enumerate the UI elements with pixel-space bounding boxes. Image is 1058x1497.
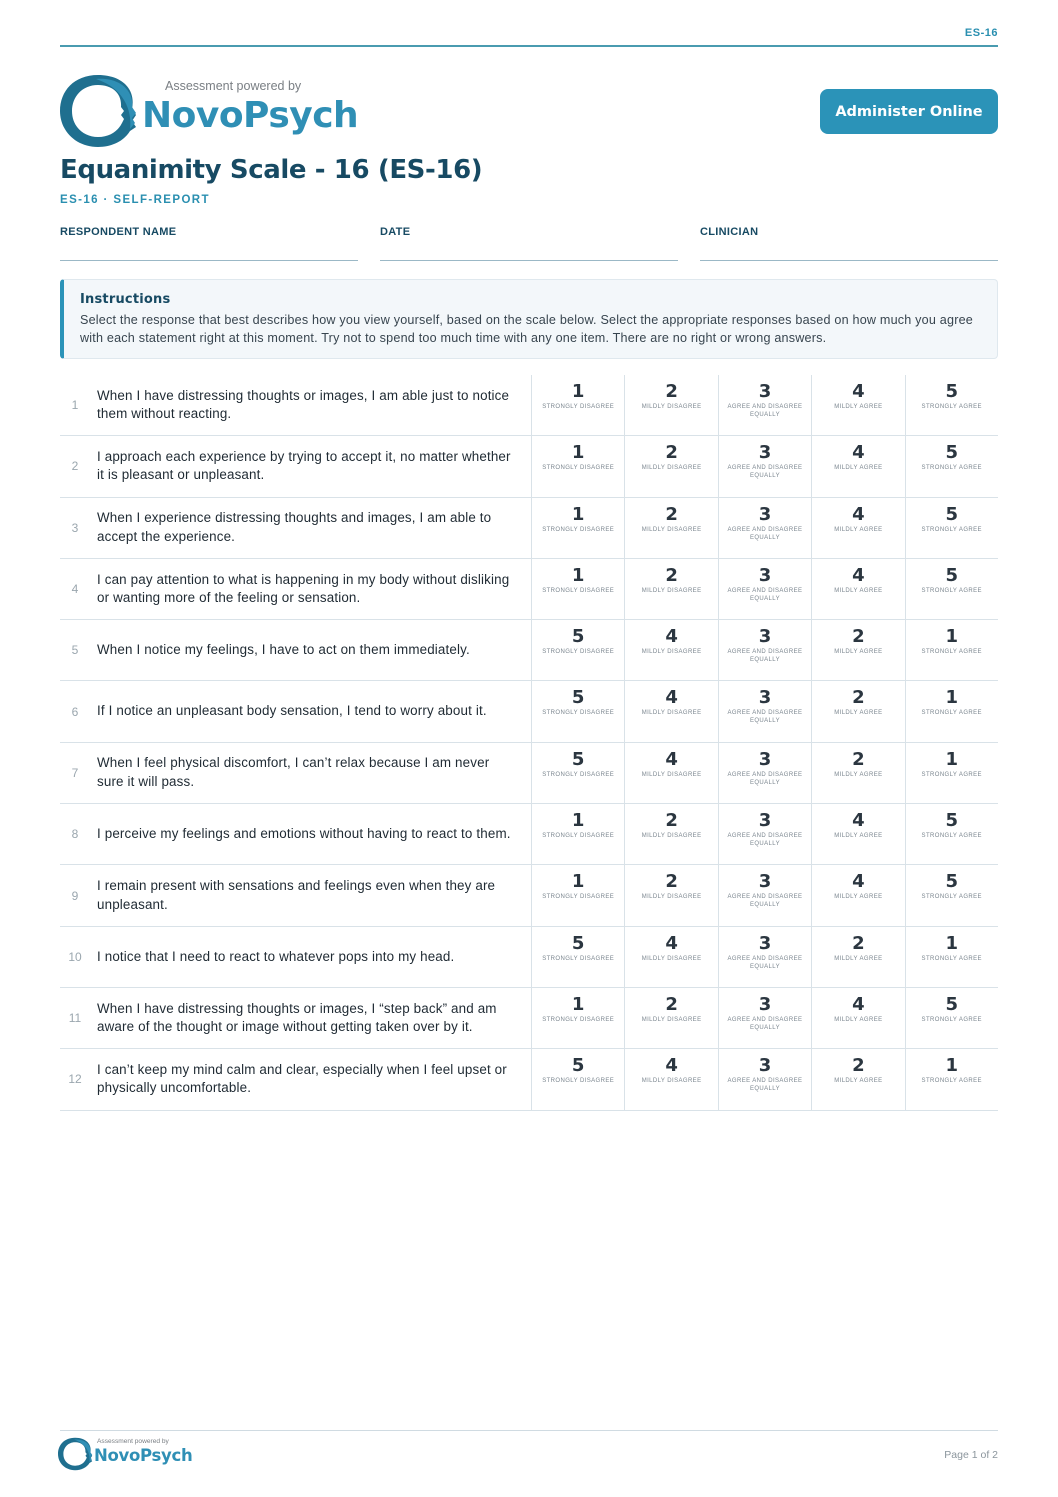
- response-option[interactable]: [905, 927, 998, 987]
- option-value: 5: [571, 748, 585, 770]
- option-label: STRONGLY AGREE: [921, 710, 982, 717]
- option-value: 5: [571, 1055, 585, 1077]
- response-option[interactable]: [718, 436, 811, 496]
- response-option[interactable]: [718, 1049, 811, 1109]
- response-option[interactable]: [811, 559, 904, 619]
- option-value: 2: [665, 810, 678, 832]
- option-value: 2: [852, 687, 865, 709]
- response-option[interactable]: [718, 620, 811, 680]
- option-label: MILDLY AGREE: [834, 649, 883, 656]
- item-question: When I have distressing thoughts or images, I am able just to notice them without reacting.: [97, 387, 510, 422]
- item-number: 3: [71, 520, 79, 535]
- response-options: [531, 498, 998, 558]
- item-number: 12: [68, 1072, 82, 1087]
- option-value: 1: [945, 626, 959, 648]
- response-option[interactable]: [718, 804, 811, 864]
- date-field[interactable]: [380, 226, 678, 261]
- item-row: [60, 559, 998, 620]
- item-row: [60, 804, 998, 865]
- item-row: [60, 620, 998, 681]
- response-option[interactable]: [531, 436, 624, 496]
- response-option[interactable]: [905, 559, 998, 619]
- option-label: STRONGLY DISAGREE: [542, 404, 615, 410]
- option-value: 5: [945, 810, 959, 832]
- option-value: 4: [665, 1055, 678, 1077]
- option-label: MILDLY AGREE: [834, 710, 883, 717]
- option-value: 1: [945, 687, 959, 709]
- option-value: 2: [665, 993, 678, 1015]
- option-value: 4: [852, 503, 865, 525]
- item-number: 4: [71, 582, 79, 597]
- option-value: 2: [852, 1055, 865, 1077]
- item-number: 6: [71, 704, 79, 719]
- response-option[interactable]: [718, 498, 811, 558]
- option-label: STRONGLY AGREE: [921, 587, 982, 594]
- option-label: MILDLY AGREE: [834, 526, 883, 533]
- item-row: [60, 681, 998, 742]
- option-value: 5: [571, 687, 585, 709]
- item-number: 11: [68, 1011, 82, 1026]
- page-subtitle: ES-16 · SELF-REPORT: [60, 194, 210, 206]
- option-label: STRONGLY AGREE: [921, 771, 982, 778]
- clinician-label: CLINICIAN: [700, 226, 759, 238]
- option-value: 3: [758, 810, 772, 832]
- footer-logo: [58, 1436, 193, 1472]
- option-label: STRONGLY DISAGREE: [542, 833, 615, 840]
- option-label: AGREE AND DISAGREE EQUALLY: [727, 649, 803, 664]
- response-option[interactable]: [624, 559, 717, 619]
- option-label: AGREE AND DISAGREE EQUALLY: [727, 465, 803, 480]
- response-option[interactable]: [531, 498, 624, 558]
- response-option[interactable]: [905, 498, 998, 558]
- response-option[interactable]: [905, 375, 998, 435]
- option-value: 5: [571, 626, 585, 648]
- response-option[interactable]: [531, 375, 624, 435]
- option-label: STRONGLY AGREE: [921, 526, 982, 533]
- response-option[interactable]: [905, 743, 998, 803]
- item-question: When I have distressing thoughts or images, I “step back” and am aware of the thought or image without getting taken over by it.: [97, 1000, 497, 1035]
- response-options: [531, 927, 998, 987]
- option-label: AGREE AND DISAGREE EQUALLY: [727, 404, 803, 418]
- item-question: When I experience distressing thoughts and images, I am able to accept the experience.: [97, 510, 492, 544]
- item-number: 2: [71, 459, 79, 474]
- response-option[interactable]: [624, 804, 717, 864]
- option-label: STRONGLY DISAGREE: [542, 894, 615, 901]
- option-label: MILDLY AGREE: [834, 955, 883, 962]
- option-label: STRONGLY AGREE: [921, 1016, 982, 1023]
- option-label: MILDLY DISAGREE: [641, 771, 702, 778]
- option-value: 5: [945, 871, 959, 893]
- option-label: MILDLY DISAGREE: [641, 587, 702, 594]
- option-value: 5: [945, 442, 959, 464]
- option-label: MILDLY DISAGREE: [641, 465, 702, 472]
- respondent-name-label: RESPONDENT NAME: [60, 226, 177, 238]
- response-option[interactable]: [624, 1049, 717, 1109]
- response-option[interactable]: [811, 1049, 904, 1109]
- option-label: STRONGLY AGREE: [921, 465, 982, 472]
- option-label: MILDLY DISAGREE: [641, 649, 702, 656]
- option-label: STRONGLY DISAGREE: [542, 526, 615, 533]
- response-option[interactable]: [624, 681, 717, 741]
- response-option[interactable]: [531, 681, 624, 741]
- instructions-heading: Instructions: [80, 292, 171, 307]
- option-value: 4: [852, 810, 865, 832]
- option-label: MILDLY AGREE: [834, 465, 883, 472]
- option-label: STRONGLY DISAGREE: [542, 771, 615, 778]
- logo-powered-text: Assessment powered by: [165, 79, 302, 93]
- response-option[interactable]: [905, 1049, 998, 1109]
- item-question: I notice that I need to react to whatever pops into my head.: [97, 948, 455, 964]
- option-label: AGREE AND DISAGREE EQUALLY: [727, 1078, 803, 1093]
- option-value: 2: [665, 442, 678, 464]
- option-label: MILDLY DISAGREE: [641, 526, 702, 533]
- response-option[interactable]: [624, 620, 717, 680]
- option-value: 5: [945, 503, 959, 525]
- head-logo-icon: [60, 73, 140, 149]
- option-label: MILDLY AGREE: [834, 833, 883, 840]
- response-option[interactable]: [811, 620, 904, 680]
- response-option[interactable]: [905, 804, 998, 864]
- option-label: STRONGLY DISAGREE: [542, 649, 615, 656]
- response-options: [531, 743, 998, 803]
- response-option[interactable]: [811, 927, 904, 987]
- option-label: STRONGLY DISAGREE: [542, 955, 615, 962]
- option-label: MILDLY AGREE: [834, 1078, 883, 1085]
- response-option[interactable]: [811, 375, 904, 435]
- response-option[interactable]: [811, 865, 904, 925]
- option-value: 5: [945, 564, 959, 586]
- option-label: STRONGLY DISAGREE: [542, 587, 615, 594]
- administer-online-button[interactable]: Administer Online: [820, 89, 998, 134]
- response-option[interactable]: [718, 559, 811, 619]
- option-value: 4: [665, 932, 678, 954]
- option-value: 1: [571, 381, 585, 402]
- response-option[interactable]: [905, 988, 998, 1048]
- item-row: [60, 927, 998, 988]
- response-option[interactable]: [905, 865, 998, 925]
- option-value: 4: [852, 381, 865, 402]
- option-value: 2: [665, 503, 678, 525]
- item-number: 7: [71, 765, 79, 780]
- response-option[interactable]: [718, 865, 811, 925]
- option-label: AGREE AND DISAGREE EQUALLY: [727, 894, 803, 909]
- item-number: 9: [71, 888, 79, 903]
- response-option[interactable]: [531, 927, 624, 987]
- option-value: 2: [665, 871, 678, 893]
- option-label: AGREE AND DISAGREE EQUALLY: [727, 587, 803, 602]
- clinician-line: [700, 260, 998, 261]
- item-question: I remain present with sensations and feelings even when they are unpleasant.: [97, 878, 496, 912]
- option-value: 1: [571, 871, 585, 893]
- option-value: 4: [665, 687, 678, 709]
- response-options: [531, 988, 998, 1048]
- option-label: MILDLY AGREE: [834, 404, 883, 410]
- option-label: STRONGLY AGREE: [921, 649, 982, 656]
- item-number: 1: [71, 398, 79, 413]
- option-value: 2: [852, 748, 865, 770]
- footer-rule: [60, 1430, 998, 1431]
- respondent-name-field[interactable]: [60, 226, 358, 261]
- option-label: MILDLY DISAGREE: [641, 710, 702, 717]
- option-value: 3: [758, 687, 772, 709]
- option-label: STRONGLY AGREE: [921, 1078, 982, 1085]
- item-row: [60, 865, 998, 926]
- option-value: 5: [571, 932, 585, 954]
- footer-brand-text: NovoPsych: [94, 1446, 193, 1465]
- response-option[interactable]: [811, 681, 904, 741]
- option-value: 4: [665, 748, 678, 770]
- page-number: Page 1 of 2: [944, 1449, 998, 1461]
- response-option[interactable]: [811, 804, 904, 864]
- option-value: 3: [758, 993, 772, 1015]
- response-option[interactable]: [718, 743, 811, 803]
- option-value: 2: [852, 626, 865, 648]
- option-label: MILDLY DISAGREE: [641, 955, 702, 962]
- response-option[interactable]: [624, 498, 717, 558]
- instructions-box: [60, 279, 998, 359]
- option-value: 2: [665, 381, 678, 402]
- option-value: 3: [758, 503, 772, 525]
- page-title: Equanimity Scale - 16 (ES-16): [60, 155, 483, 185]
- option-value: 3: [758, 564, 772, 586]
- option-label: AGREE AND DISAGREE EQUALLY: [727, 955, 803, 970]
- response-option[interactable]: [811, 988, 904, 1048]
- option-label: STRONGLY AGREE: [921, 894, 982, 901]
- option-label: STRONGLY DISAGREE: [542, 1078, 615, 1085]
- option-value: 1: [945, 932, 959, 954]
- option-label: MILDLY DISAGREE: [641, 1078, 702, 1085]
- option-label: STRONGLY DISAGREE: [542, 710, 615, 717]
- option-value: 5: [945, 381, 959, 402]
- clinician-field[interactable]: [700, 226, 998, 261]
- form-code: ES-16: [964, 27, 998, 39]
- option-value: 4: [665, 626, 678, 648]
- response-options: [531, 620, 998, 680]
- option-value: 3: [758, 932, 772, 954]
- option-value: 1: [571, 503, 585, 525]
- option-label: AGREE AND DISAGREE EQUALLY: [727, 833, 803, 848]
- option-label: MILDLY DISAGREE: [641, 894, 702, 901]
- option-label: MILDLY AGREE: [834, 587, 883, 594]
- response-option[interactable]: [624, 375, 717, 435]
- option-label: STRONGLY AGREE: [921, 404, 982, 410]
- item-row: [60, 436, 998, 497]
- option-label: AGREE AND DISAGREE EQUALLY: [727, 710, 803, 725]
- option-label: STRONGLY DISAGREE: [542, 465, 615, 472]
- response-option[interactable]: [624, 927, 717, 987]
- option-value: 4: [852, 871, 865, 893]
- response-options: [531, 681, 998, 741]
- option-label: AGREE AND DISAGREE EQUALLY: [727, 771, 803, 786]
- option-label: MILDLY DISAGREE: [641, 833, 702, 840]
- header-rule: [60, 45, 998, 47]
- option-value: 2: [852, 932, 865, 954]
- response-options: [531, 559, 998, 619]
- item-question: I can’t keep my mind calm and clear, especially when I feel upset or physically uncomfortable.: [97, 1061, 507, 1096]
- footer-powered-text: Assessment powered by: [97, 1438, 169, 1445]
- item-question: I can pay attention to what is happening in my body without disliking or wanting more of the feeling or sensation.: [97, 571, 510, 606]
- item-row: [60, 498, 998, 559]
- response-options: [531, 1049, 998, 1109]
- option-label: AGREE AND DISAGREE EQUALLY: [727, 526, 803, 541]
- response-options: [531, 865, 998, 925]
- option-label: MILDLY DISAGREE: [641, 1016, 702, 1023]
- option-value: 3: [758, 748, 772, 770]
- response-option[interactable]: [905, 436, 998, 496]
- option-value: 1: [571, 564, 585, 586]
- option-value: 1: [945, 1055, 959, 1077]
- option-value: 3: [758, 1055, 772, 1077]
- respondent-name-line: [60, 260, 358, 261]
- date-label: DATE: [380, 226, 411, 238]
- instructions-body: Select the response that best describes how you view yourself, based on the scale below. Select the appropriate responses based on how much you agree with each statement right at this moment. Try not to spend too much time with any one item. There are no right or wrong answers.: [80, 313, 973, 345]
- response-option[interactable]: [531, 988, 624, 1048]
- item-row: [60, 1049, 998, 1110]
- footer-head-logo-icon: [58, 1436, 94, 1472]
- response-option[interactable]: [531, 559, 624, 619]
- option-value: 3: [758, 381, 772, 402]
- response-option[interactable]: [811, 436, 904, 496]
- item-number: 5: [71, 643, 79, 658]
- option-label: STRONGLY AGREE: [921, 833, 982, 840]
- response-options: [531, 436, 998, 496]
- option-value: 4: [852, 993, 865, 1015]
- response-option[interactable]: [905, 681, 998, 741]
- item-number: 10: [68, 949, 82, 964]
- item-question: When I feel physical discomfort, I can’t relax because I am never sure it will pass.: [97, 755, 490, 789]
- option-label: STRONGLY AGREE: [921, 955, 982, 962]
- option-value: 1: [571, 810, 585, 832]
- option-value: 5: [945, 993, 959, 1015]
- response-option[interactable]: [811, 743, 904, 803]
- item-row: [60, 375, 998, 436]
- response-options: [531, 375, 998, 435]
- response-option[interactable]: [624, 988, 717, 1048]
- option-label: STRONGLY DISAGREE: [542, 1016, 615, 1023]
- option-label: AGREE AND DISAGREE EQUALLY: [727, 1016, 803, 1031]
- option-value: 1: [571, 442, 585, 464]
- item-question: When I notice my feelings, I have to act on them immediately.: [97, 642, 470, 658]
- option-label: MILDLY AGREE: [834, 894, 883, 901]
- date-line: [380, 260, 678, 261]
- option-value: 4: [852, 564, 865, 586]
- response-option[interactable]: [624, 865, 717, 925]
- option-value: 3: [758, 871, 772, 893]
- response-option[interactable]: [624, 743, 717, 803]
- item-question: I perceive my feelings and emotions without having to react to them.: [97, 825, 511, 841]
- item-question: I approach each experience by trying to accept it, no matter whether it is pleasant or unpleasant.: [97, 448, 511, 483]
- response-option[interactable]: [531, 804, 624, 864]
- logo-brand-text: NovoPsych: [142, 95, 359, 136]
- questionnaire-items: [60, 375, 998, 1111]
- response-option[interactable]: [531, 1049, 624, 1109]
- item-number: 8: [71, 827, 79, 842]
- option-label: MILDLY AGREE: [834, 1016, 883, 1023]
- response-option[interactable]: [905, 620, 998, 680]
- response-option[interactable]: [531, 865, 624, 925]
- response-option[interactable]: [811, 498, 904, 558]
- item-question: If I notice an unpleasant body sensation, I tend to worry about it.: [97, 703, 487, 719]
- novopsych-logo: [60, 73, 359, 149]
- response-option[interactable]: [718, 927, 811, 987]
- option-label: MILDLY DISAGREE: [641, 404, 702, 410]
- response-option[interactable]: [531, 743, 624, 803]
- response-options: [531, 804, 998, 864]
- response-option[interactable]: [718, 681, 811, 741]
- option-value: 3: [758, 626, 772, 648]
- option-value: 1: [571, 993, 585, 1015]
- response-option[interactable]: [624, 436, 717, 496]
- response-option[interactable]: [718, 988, 811, 1048]
- response-option[interactable]: [718, 375, 811, 435]
- option-value: 1: [945, 748, 959, 770]
- option-label: MILDLY AGREE: [834, 771, 883, 778]
- option-value: 3: [758, 442, 772, 464]
- item-row: [60, 743, 998, 804]
- option-value: 2: [665, 564, 678, 586]
- item-row: [60, 988, 998, 1049]
- response-option[interactable]: [531, 620, 624, 680]
- option-value: 4: [852, 442, 865, 464]
